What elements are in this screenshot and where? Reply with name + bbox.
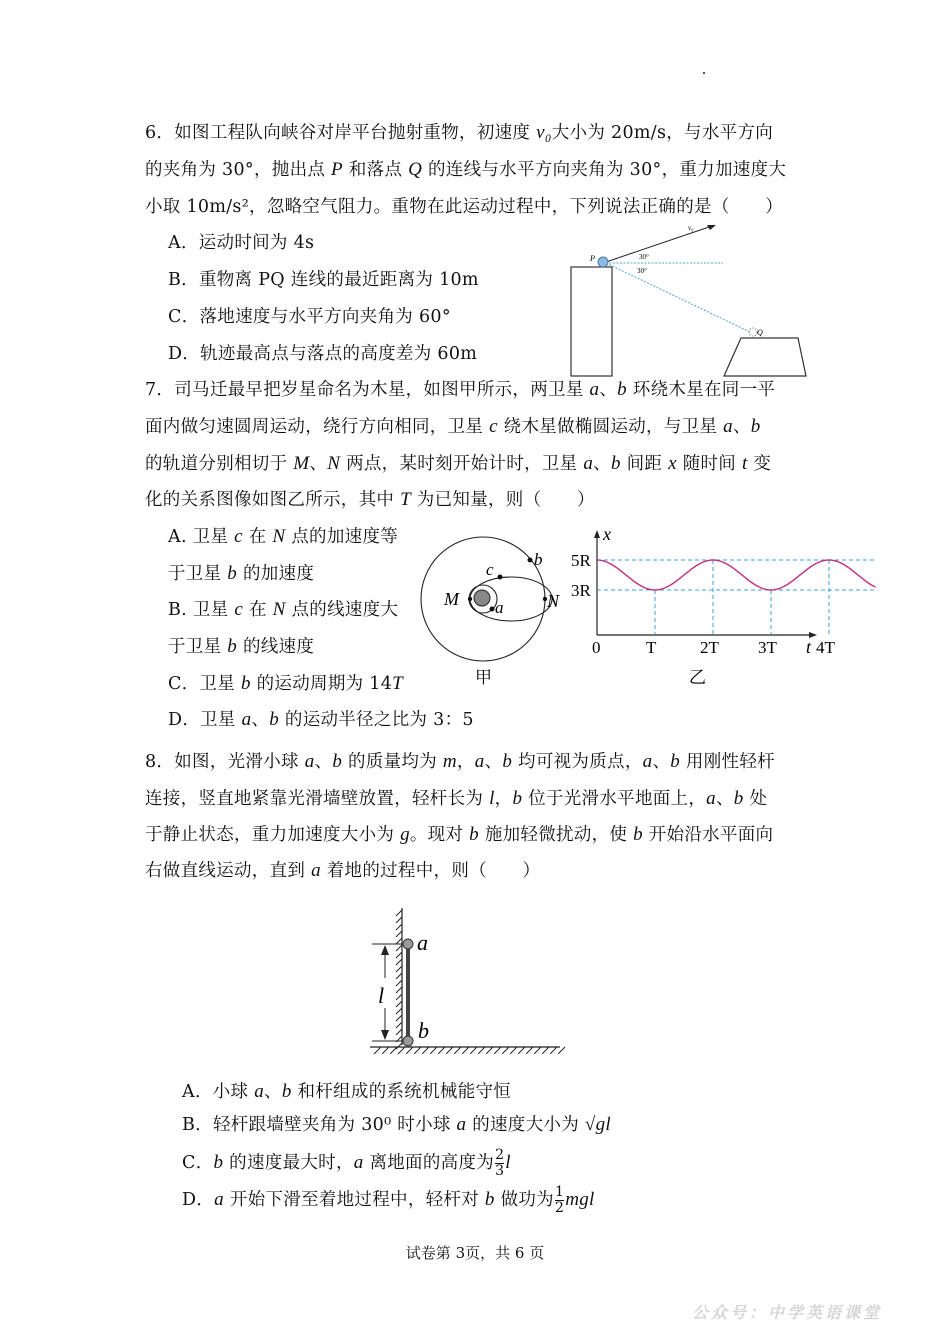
q7-stem-line-1: 7．司马迁最早把岁星命名为木星，如图甲所示，两卫星 a、b 环绕木星在同一平 [145,379,776,400]
label-b: b [418,1018,429,1043]
hatch [396,1022,402,1028]
hatch [396,938,402,944]
hatch [534,1047,541,1054]
hatch [396,980,402,986]
q6-stem-line-1: 6．如图工程队向峡谷对岸平台抛射重物，初速度 v₀大小为 20m/s，与水平方向 [145,122,774,143]
ball-p [598,257,608,267]
q6-stem-line-2: 的夹角为 30°，抛出点 P 和落点 Q 的连线与水平方向夹角为 30°，重力加速度大 [145,159,787,180]
numerator: 1 [554,1184,565,1200]
x-tick-label: 0 [592,638,601,657]
wall-hatching [396,910,402,1049]
q7-stem-line-2: 面内做匀速圆周运动，绕行方向相同，卫星 c 绕木星做椭圆运动，与卫星 a、b [145,416,761,437]
dim-arrow-down-icon [381,1030,389,1040]
q8-option-d-var: mgl [565,1189,595,1210]
dim-arrow-up-icon [381,945,389,955]
y-tick-label: 5R [571,551,591,570]
hatch [502,1047,509,1054]
q8-option-a[interactable]: A．小球 a、b 和杆组成的系统机械能守恒 [182,1081,512,1102]
q6-option-b[interactable]: B．重物离 PQ 连线的最近距离为 10m [168,270,479,290]
label-angle2: 30° [637,267,647,275]
q8-option-c[interactable] [182,1148,511,1179]
platform-right [724,338,806,376]
hatch [510,1047,517,1054]
y-axis-label: x [603,524,611,544]
hatch [396,924,402,930]
pq-dashed [606,263,750,332]
hatch [558,1047,565,1054]
q8-stem-line-2: 连接，竖直地紧靠光滑墙壁放置，轻杆长为 l，b 位于光滑水平地面上，a、b 处 [145,788,768,809]
point-m [468,597,472,601]
caption-yi: 乙 [689,668,706,687]
label-angle1: 30° [639,253,649,261]
hatch [478,1047,485,1054]
hatch [422,1047,429,1054]
q8-option-b-math: √gl [584,1114,611,1135]
rigid-rod [406,944,410,1042]
label-p: P [590,254,595,263]
numerator: 2 [495,1147,505,1163]
hatch [396,910,402,916]
jupiter [474,590,490,606]
watermark: 公众号：中学英语课堂 [691,1303,882,1322]
q7-option-a-cont[interactable]: 于卫星 b 的加速度 [168,563,315,584]
hatch [396,973,402,979]
hatch [454,1047,461,1054]
hatch [396,931,402,937]
hatch [398,1047,405,1054]
q7-option-b-cont[interactable]: 于卫星 b 的线速度 [168,636,315,657]
hatch [446,1047,453,1054]
hatch [396,994,402,1000]
satellite-b [528,558,533,563]
q7-distance-time-chart [565,524,835,695]
hatch [396,952,402,958]
hatch [396,1015,402,1021]
q8-option-d-text: D．a 开始下滑至着地过程中，轻杆对 b 做功为 [182,1189,554,1210]
label-a: a [417,930,428,955]
q7-option-d[interactable]: D．卫星 a、b 的运动半径之比为 3：5 [168,709,474,730]
hatch [396,917,402,923]
q8-rod-figure [360,900,570,1060]
q8-option-c-text: C．b 的速度最大时，a 离地面的高度为 [182,1152,495,1173]
hatch [414,1047,421,1054]
x-tick-label: T [646,638,657,657]
cliff-left [571,267,612,376]
y-tick-label: 3R [571,581,591,600]
hatch [374,1047,381,1054]
satellite-c [498,575,503,580]
q7-stem-line-4: 化的关系图像如图乙所示，其中 T 为已知量，则（ ） [145,489,595,510]
hatch [396,945,402,951]
x-axis-label: t [806,637,812,657]
hatch [396,1008,402,1014]
hatch [390,1047,397,1054]
x-tick-label: 4T [816,638,835,657]
hatch [406,1047,413,1054]
hatch [382,1047,389,1054]
label-l: l [378,983,385,1008]
label-n: N [547,591,560,611]
q6-option-a[interactable]: A．运动时间为 4s [168,233,315,253]
hatch [396,1001,402,1007]
label-m: M [444,589,459,609]
label-v0: v₀ [688,224,694,232]
q8-option-d[interactable] [182,1185,595,1216]
hatch [518,1047,525,1054]
q8-option-c-var: l [505,1152,511,1173]
ball-b [403,1036,413,1046]
hatch [550,1047,557,1054]
x-tick-label: 3T [758,638,777,657]
ball-a [403,939,413,949]
q7-option-a[interactable]: A. 卫星 c 在 N 点的加速度等 [168,526,399,547]
hatch [494,1047,501,1054]
satellite-a [490,607,495,612]
caption-jia: 甲 [475,668,492,687]
label-q: Q [757,328,763,337]
q8-stem-line-1: 8．如图，光滑小球 a、b 的质量均为 m，a、b 均可视为质点，a、b 用刚性轻杆 [145,751,775,772]
q8-stem-line-4: 右做直线运动，直到 a 着地的过程中，则（ ） [145,860,541,881]
q8-option-b-text: B．轻杆跟墙壁夹角为 30⁰ 时小球 a 的速度大小为 [182,1114,585,1135]
hatch [396,966,402,972]
hatch [438,1047,445,1054]
q6-stem-line-3: 小取 10m/s²，忽略空气阻力。重物在此运动过程中，下列说法正确的是（ ） [145,197,784,217]
q8-stem-line-3: 于静止状态，重力加速度大小为 g。现对 b 施加轻微扰动，使 b 开始沿水平面向 [145,824,774,845]
label-b: b [534,550,543,569]
label-a: a [495,598,504,617]
hatch [526,1047,533,1054]
y-axis-arrow-icon [594,530,600,538]
x-tick-label: 2T [700,638,719,657]
hatch [396,959,402,965]
ball-q [749,328,757,336]
ground-hatching [374,1047,565,1054]
denominator: 2 [554,1200,565,1216]
hatch [396,987,402,993]
q6-option-c[interactable]: C．落地速度与水平方向夹角为 60° [168,307,451,327]
q7-option-c[interactable]: C．卫星 b 的运动周期为 14T [168,673,404,694]
q7-stem-line-3: 的轨道分别相切于 M、N 两点，某时刻开始计时，卫星 a、b 间距 x 随时间 t 变 [145,453,772,474]
fraction [555,1185,564,1216]
fraction [495,1148,504,1179]
hatch [470,1047,477,1054]
hatch [396,1043,402,1049]
hatch [462,1047,469,1054]
q6-projectile-figure [560,220,820,380]
label-c: c [486,560,494,579]
q8-option-b[interactable] [182,1114,611,1136]
q7-option-b[interactable]: B. 卫星 c 在 N 点的线速度大 [168,599,399,620]
q7-orbit-figure-jia [415,530,565,690]
denominator: 3 [495,1163,505,1179]
distance-curve [597,560,875,590]
hatch [486,1047,493,1054]
page-footer: 试卷第 3页，共 6 页 [405,1244,545,1262]
scan-dot [703,72,705,74]
hatch [396,1029,402,1035]
q6-option-d[interactable]: D．轨迹最高点与落点的高度差为 60m [168,344,478,364]
hatch [542,1047,549,1054]
velocity-arrow [606,226,712,262]
hatch [430,1047,437,1054]
